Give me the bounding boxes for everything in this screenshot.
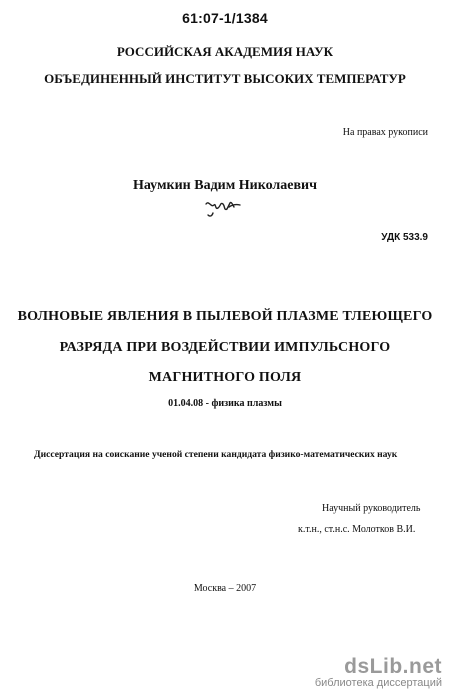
watermark-brand: dsLib.net bbox=[344, 655, 442, 678]
supervisor-name: к.т.н., ст.н.с. Молотков В.И. bbox=[298, 524, 416, 535]
thesis-title-line-1: ВОЛНОВЫЕ ЯВЛЕНИЯ В ПЫЛЕВОЙ ПЛАЗМЕ ТЛЕЮЩЕГО bbox=[17, 309, 433, 324]
author-name: Наумкин Вадим Николаевич bbox=[133, 178, 317, 193]
supervisor-role: Научный руководитель bbox=[322, 503, 421, 514]
institute-name: ОБЪЕДИНЕННЫЙ ИНСТИТУТ ВЫСОКИХ ТЕМПЕРАТУР bbox=[44, 71, 406, 86]
thesis-title-line-3: МАГНИТНОГО ПОЛЯ bbox=[148, 370, 302, 385]
specialty-code: 01.04.08 - физика плазмы bbox=[168, 398, 282, 409]
watermark-tagline: библиотека диссертаций bbox=[314, 677, 442, 689]
manuscript-rights-note: На правах рукописи bbox=[342, 127, 428, 138]
udk-code: УДК 533.9 bbox=[381, 232, 428, 243]
thesis-degree-statement: Диссертация на соискание ученой степени кандидата физико-математических наук bbox=[34, 449, 398, 460]
author-signature bbox=[203, 196, 243, 223]
document-code: 61:07-1/1384 bbox=[182, 10, 268, 26]
dslib-watermark bbox=[272, 655, 442, 689]
academy-name: РОССИЙСКАЯ АКАДЕМИЯ НАУК bbox=[116, 44, 334, 59]
thesis-title-line-2: РАЗРЯДА ПРИ ВОЗДЕЙСТВИИ ИМПУЛЬСНОГО bbox=[59, 340, 391, 355]
city-year: Москва – 2007 bbox=[193, 583, 257, 594]
